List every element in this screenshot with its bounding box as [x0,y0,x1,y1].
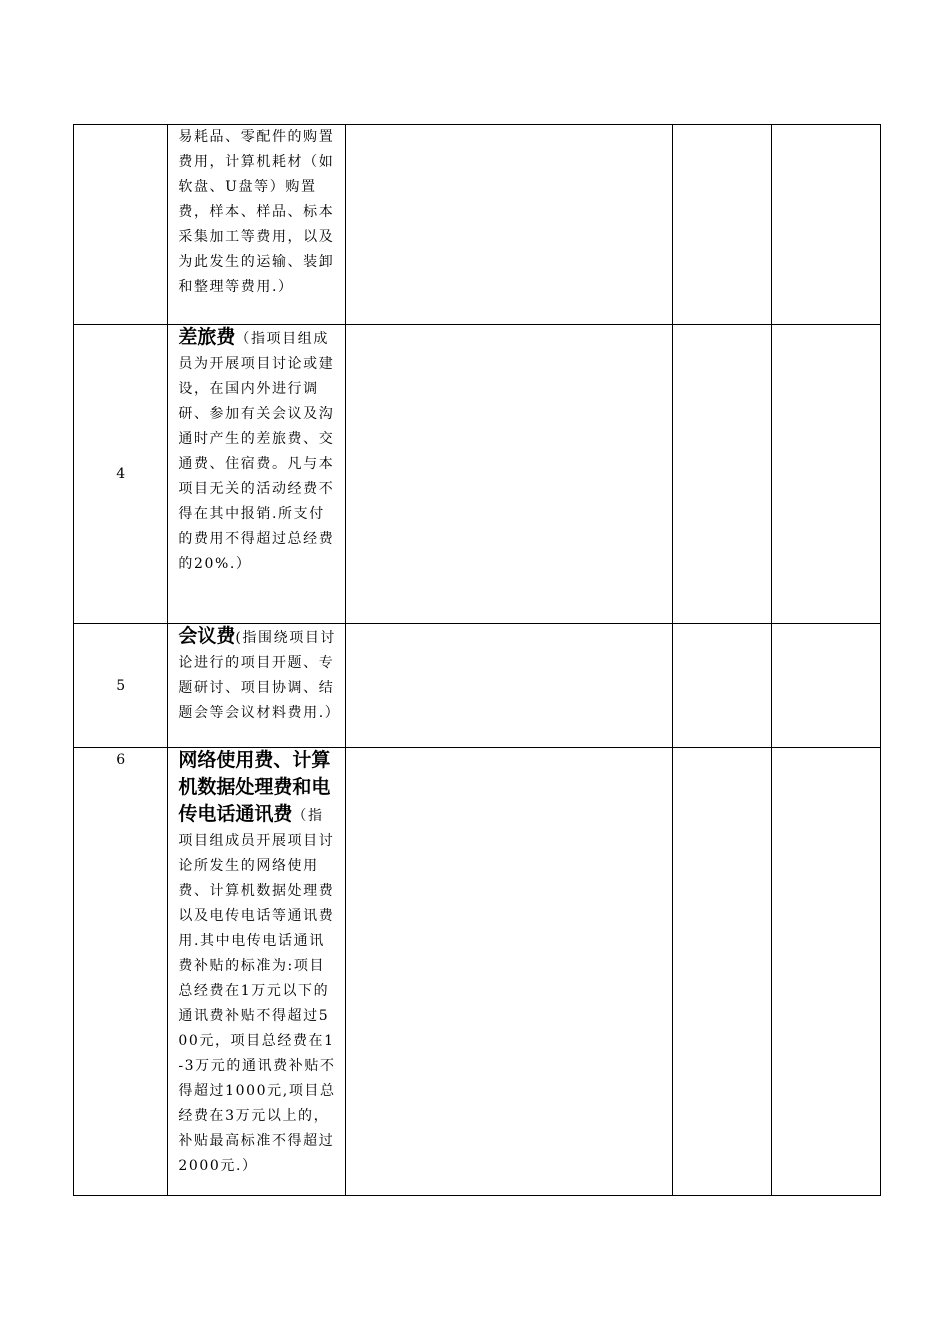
empty-cell [346,325,673,624]
expense-description: (指围绕项目讨论进行的项目开题、专题研讨、项目协调、结题会等会议材料费用.） [178,630,341,721]
empty-cell [771,748,880,1196]
empty-cell [346,748,673,1196]
expense-description: 易耗品、零配件的购置费用，计算机耗材（如软盘、U盘等）购置费，样本、样品、标本采集加工等费用，以及为此发生的运输、装卸和整理等费用.） [178,129,335,295]
table-row [74,624,881,748]
empty-cell [346,624,673,748]
expense-title: 会议费 [178,625,236,647]
budget-table [73,124,881,1196]
row-number: 4 [116,466,126,482]
expense-description: （指项目组成员为开展项目讨论或建设，在国内外进行调研、参加有关会议及沟通时产生的差旅费、交通费、住宿费。凡与本项目无关的活动经费不得在其中报销.所支付的费用不得超过总经费的20%.） [178,331,335,572]
row-number-cell [74,125,168,325]
row-number-cell [74,624,168,748]
table-row [74,748,881,1196]
table-row [74,325,881,624]
empty-cell [673,624,771,748]
expense-description-cell [168,748,346,1196]
empty-cell [771,125,880,325]
expense-title: 差旅费 [178,326,236,348]
row-number: 5 [116,677,126,694]
expense-description-cell [168,325,346,624]
empty-cell [771,624,880,748]
row-number-cell [74,748,168,1196]
empty-cell [346,125,673,325]
table-row [74,125,881,325]
expense-description-cell [168,624,346,748]
empty-cell [673,125,771,325]
expense-description-cell [168,125,346,325]
empty-cell [673,748,771,1196]
row-number: 6 [116,752,126,768]
empty-cell [771,325,880,624]
row-number-cell [74,325,168,624]
expense-title: 网络使用费、计算机数据处理费和电传电话通讯费 [178,749,331,825]
empty-cell [673,325,771,624]
expense-description: （指项目组成员开展项目讨论所发生的网络使用费、计算机数据处理费以及电传电话等通讯费用.其中电传电话通讯费补贴的标准为:项目总经费在1万元以下的通讯费补贴不得超过500元，项目总经费在1-3万元的通讯费补贴不得超过1000元,项目总经费在3万元以上的，补贴最高标准不得超过2000元.） [178,808,336,1174]
